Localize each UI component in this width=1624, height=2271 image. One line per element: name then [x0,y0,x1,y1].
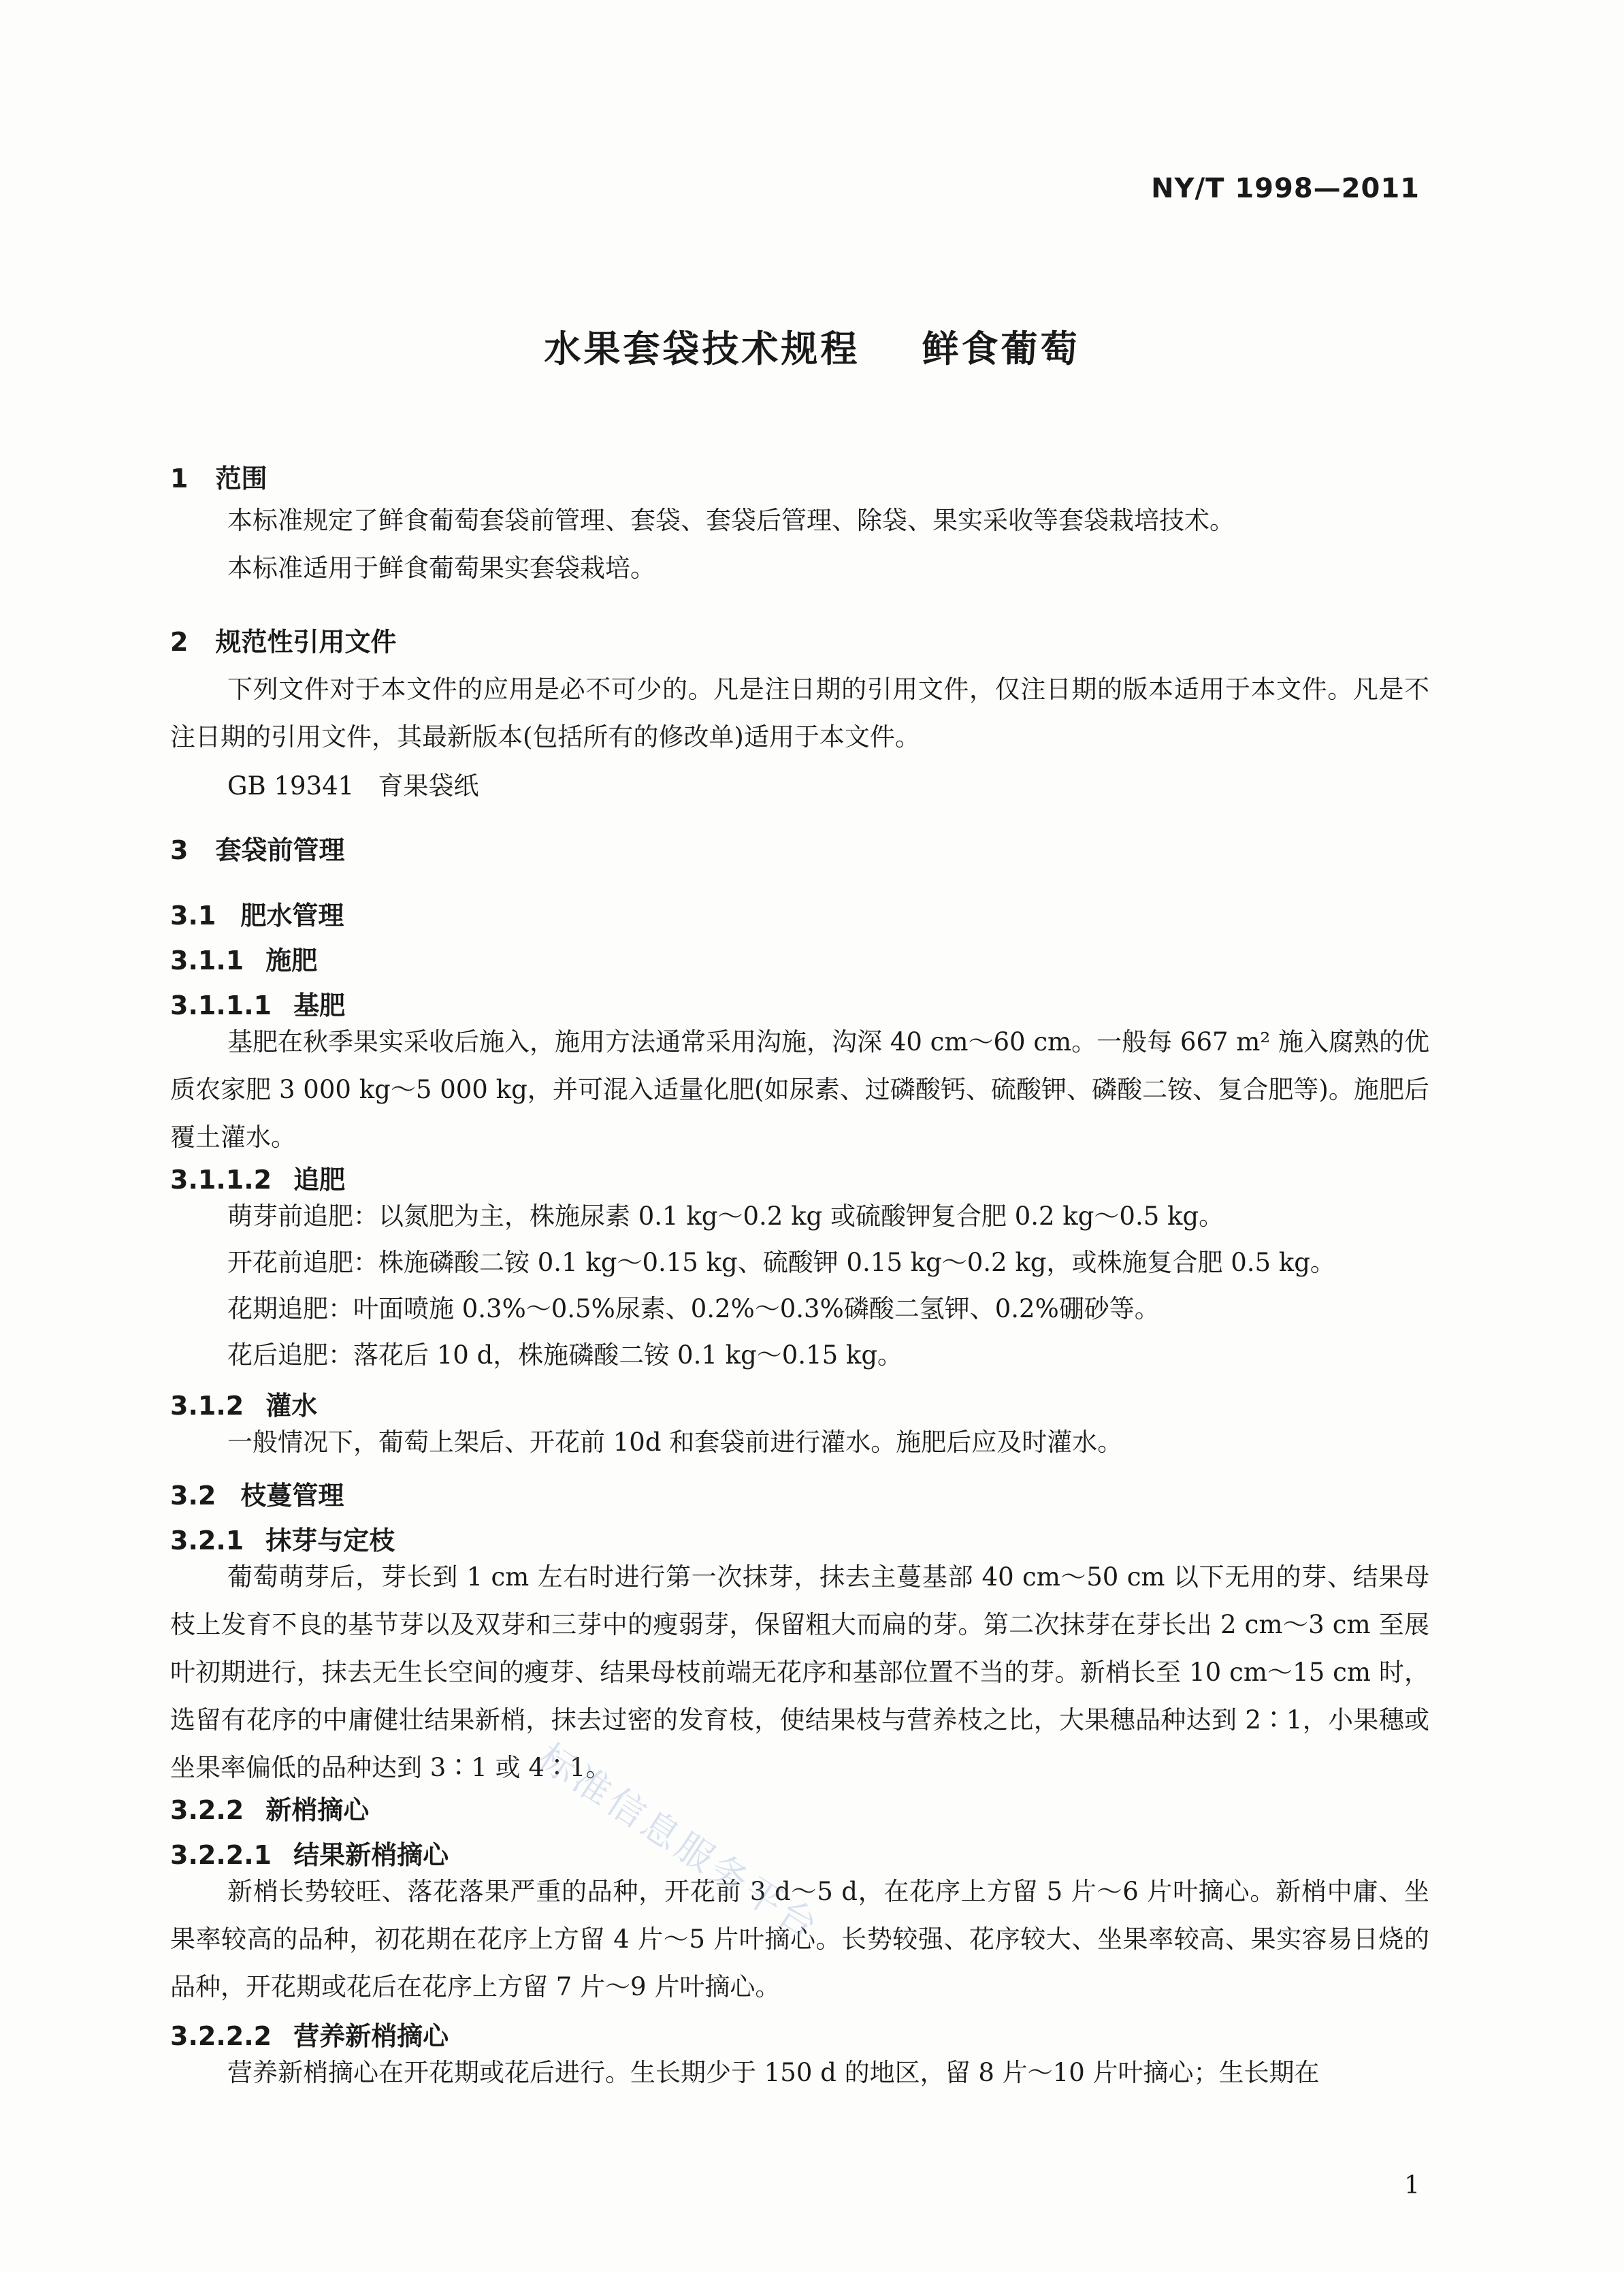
section-number: 3.1.1 [170,946,244,976]
section-title: 范围 [215,464,267,494]
paragraph: 新梢长势较旺、落花落果严重的品种，开花前 3 d～5 d，在花序上方留 5 片～6 片叶摘心。新梢中庸、坐果率较高的品种，初花期在花序上方留 4 片～5 片叶摘心。长势较强、花序较大、坐果率较高、果实容易日烧的品种，开花期或花后在花序上方留 7 片～9 片叶摘心。 [170,1877,1429,2001]
section-number: 3.2.2 [170,1795,244,1825]
document-title: 水果套袋技术规程 鲜食葡萄 [544,327,1080,370]
page-number: 1 [1404,2172,1420,2200]
section-number: 3.1 [170,901,216,931]
normative-reference: GB 19341 育果袋纸 [227,771,479,801]
section-heading-3-1 [170,895,344,932]
section-title: 肥水管理 [240,901,344,931]
paragraph: 本标准规定了鲜食葡萄套袋前管理、套袋、套袋后管理、除袋、果实采收等套袋栽培技术。 [227,506,1235,535]
section-heading-3-2-2-1 [170,1834,449,1871]
section-number: 3.2 [170,1481,216,1511]
paragraph: 葡萄萌芽后，芽长到 1 cm 左右时进行第一次抹芽，抹去主蔓基部 40 cm～50 cm 以下无用的芽、结果母枝上发育不良的基节芽以及双芽和三芽中的瘦弱芽，保留粗大而扁的芽。第二次抹芽在芽长出 2 cm～3 cm 至展叶初期进行，抹去无生长空间的瘦芽、结果母枝前端无花序和基部位置不当的芽。新梢长至 10 cm～15 cm 时，选留有花序的中庸健壮结果新梢，抹去过密的发育枝，使结果枝与营养枝之比，大果穗品种达到 2∶1，小果穗或坐果率偏低的品种达到 3∶1 或 4∶1。 [170,1562,1429,1782]
section-number: 2 [170,627,189,657]
section-heading-3-1-2 [170,1385,317,1422]
section-number: 3.2.2.2 [170,2021,272,2051]
paragraph: 花后追肥：落花后 10 d，株施磷酸二铵 0.1 kg～0.15 kg。 [227,1340,903,1370]
section-heading-3-2-2-2 [170,2015,449,2052]
section-title: 新梢摘心 [265,1795,370,1825]
section-title: 追肥 [293,1165,346,1195]
paragraph: 基肥在秋季果实采收后施入，施用方法通常采用沟施，沟深 40 cm～60 cm。一般每 667 m² 施入腐熟的优质农家肥 3 000 kg～5 000 kg，并可混入适量化肥(如尿素、过磷酸钙、硫酸钾、磷酸二铵、复合肥等)。施肥后覆土灌水。 [170,1027,1429,1152]
section-title: 基肥 [293,990,346,1020]
section-number: 3.1.1.2 [170,1165,272,1195]
section-heading-1 [170,457,267,495]
section-title: 抹芽与定枝 [265,1526,395,1556]
paragraph: 萌芽前追肥：以氮肥为主，株施尿素 0.1 kg～0.2 kg 或硫酸钾复合肥 0.2 kg～0.5 kg。 [227,1202,1224,1231]
paragraph: 营养新梢摘心在开花期或花后进行。生长期少于 150 d 的地区，留 8 片～10 片叶摘心；生长期在 [227,2058,1320,2087]
section-heading-3-1-1-1 [170,984,345,1022]
section-number: 3.1.2 [170,1391,244,1421]
section-title: 枝蔓管理 [240,1481,344,1511]
paragraph: 下列文件对于本文件的应用是必不可少的。凡是注日期的引用文件，仅注日期的版本适用于本文件。凡是不注日期的引用文件，其最新版本(包括所有的修改单)适用于本文件。 [170,675,1429,752]
section-heading-3-2-1 [170,1519,395,1557]
section-number: 3.2.1 [170,1526,244,1556]
section-title: 施肥 [265,946,318,976]
section-title: 营养新梢摘心 [293,2021,449,2051]
section-title: 结果新梢摘心 [293,1840,449,1870]
section-heading-2 [170,621,396,658]
section-title: 灌水 [265,1391,318,1421]
section-heading-3-2 [170,1475,344,1512]
section-heading-3-1-1-2 [170,1159,345,1196]
section-number: 1 [170,464,189,494]
standard-code: NY/T 1998—2011 [1151,173,1420,204]
section-number: 3 [170,835,189,865]
watermark: 标准信息服务平台 [530,1735,828,1950]
section-heading-3 [170,829,344,867]
section-heading-3-2-2 [170,1789,369,1826]
paragraph: 花期追肥：叶面喷施 0.3%～0.5%尿素、0.2%～0.3%磷酸二氢钾、0.2%硼砂等。 [227,1294,1160,1323]
section-title: 规范性引用文件 [215,627,397,657]
section-number: 3.2.2.1 [170,1840,272,1870]
paragraph: 开花前追肥：株施磷酸二铵 0.1 kg～0.15 kg、硫酸钾 0.15 kg～0.2 kg，或株施复合肥 0.5 kg。 [227,1248,1335,1277]
section-number: 3.1.1.1 [170,990,272,1020]
section-heading-3-1-1 [170,939,317,977]
paragraph: 本标准适用于鲜食葡萄果实套袋栽培。 [227,553,655,583]
paragraph: 一般情况下，葡萄上架后、开花前 10d 和套袋前进行灌水。施肥后应及时灌水。 [227,1428,1123,1457]
section-title: 套袋前管理 [215,835,345,865]
